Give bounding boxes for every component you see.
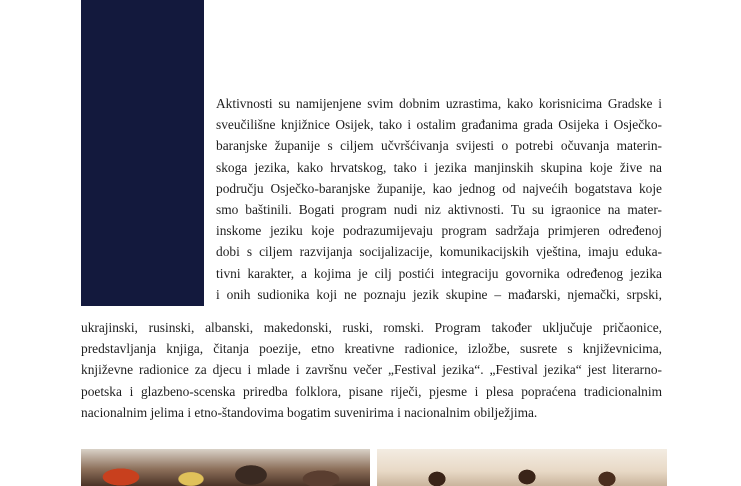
- paragraph-continuation: [81, 317, 662, 423]
- text-line: tivni karakter, a kojima je cilj postići integraciju govornika određenog jezika: [216, 265, 662, 281]
- event-photo-right: [377, 449, 667, 486]
- text-line: sveučilišne knjižnice Osijek, tako i ostalim građanima grada Osijeka i Osječko-: [216, 117, 662, 133]
- text-line: književne radionice za djecu i mlade i završnu večer „Festival jezika“. „Festival jezika“ jest literarno-: [81, 362, 662, 378]
- text-line: predstavljanja knjiga, čitanja poezije, etno kreativne radionice, izložbe, susrete s književnicima,: [81, 341, 662, 357]
- text-line: baranjske županije s ciljem učvršćivanja svijesti o potrebi očuvanja materin-: [216, 138, 662, 154]
- text-line: području Osječko-baranjske županije, kao jednog od najvećih bogatstava koje: [216, 180, 662, 196]
- text-line: inskome jeziku koje podrazumijevaju program sadržaja primjeren određenoj: [216, 223, 662, 239]
- event-photo-left: [81, 449, 370, 486]
- navy-decorative-block: [81, 0, 204, 306]
- text-line: poetska i glazbeno-scenska priredba folklora, pisane riječi, pjesme i plesa popraćena tradicionalnim: [81, 383, 662, 399]
- text-line: i onih sudionika koji ne poznaju jezik skupine – mađarski, njemački, srpski,: [216, 286, 662, 302]
- text-line: dobi s ciljem razvijanja socijalizacije, komunikacijskih vještina, imaju eduka-: [216, 244, 662, 260]
- text-line: nacionalnim jelima i etno-štandovima bogatim suvenirima i nacionalnim obilježjima.: [81, 404, 538, 420]
- text-line: skoga jezika, kako hrvatskog, tako i jezika manjinskih skupina koje žive na: [216, 159, 662, 175]
- text-line: ukrajinski, rusinski, albanski, makedonski, ruski, romski. Program također uključuje pričaonice,: [81, 320, 662, 335]
- paragraph-intro: [216, 93, 662, 305]
- text-line: Aktivnosti su namijenjene svim dobnim uzrastima, kako korisnicima Gradske i: [216, 96, 662, 111]
- text-line: smo baštinili. Bogati program nudi niz aktivnosti. Tu su igraonice na mater-: [216, 202, 662, 218]
